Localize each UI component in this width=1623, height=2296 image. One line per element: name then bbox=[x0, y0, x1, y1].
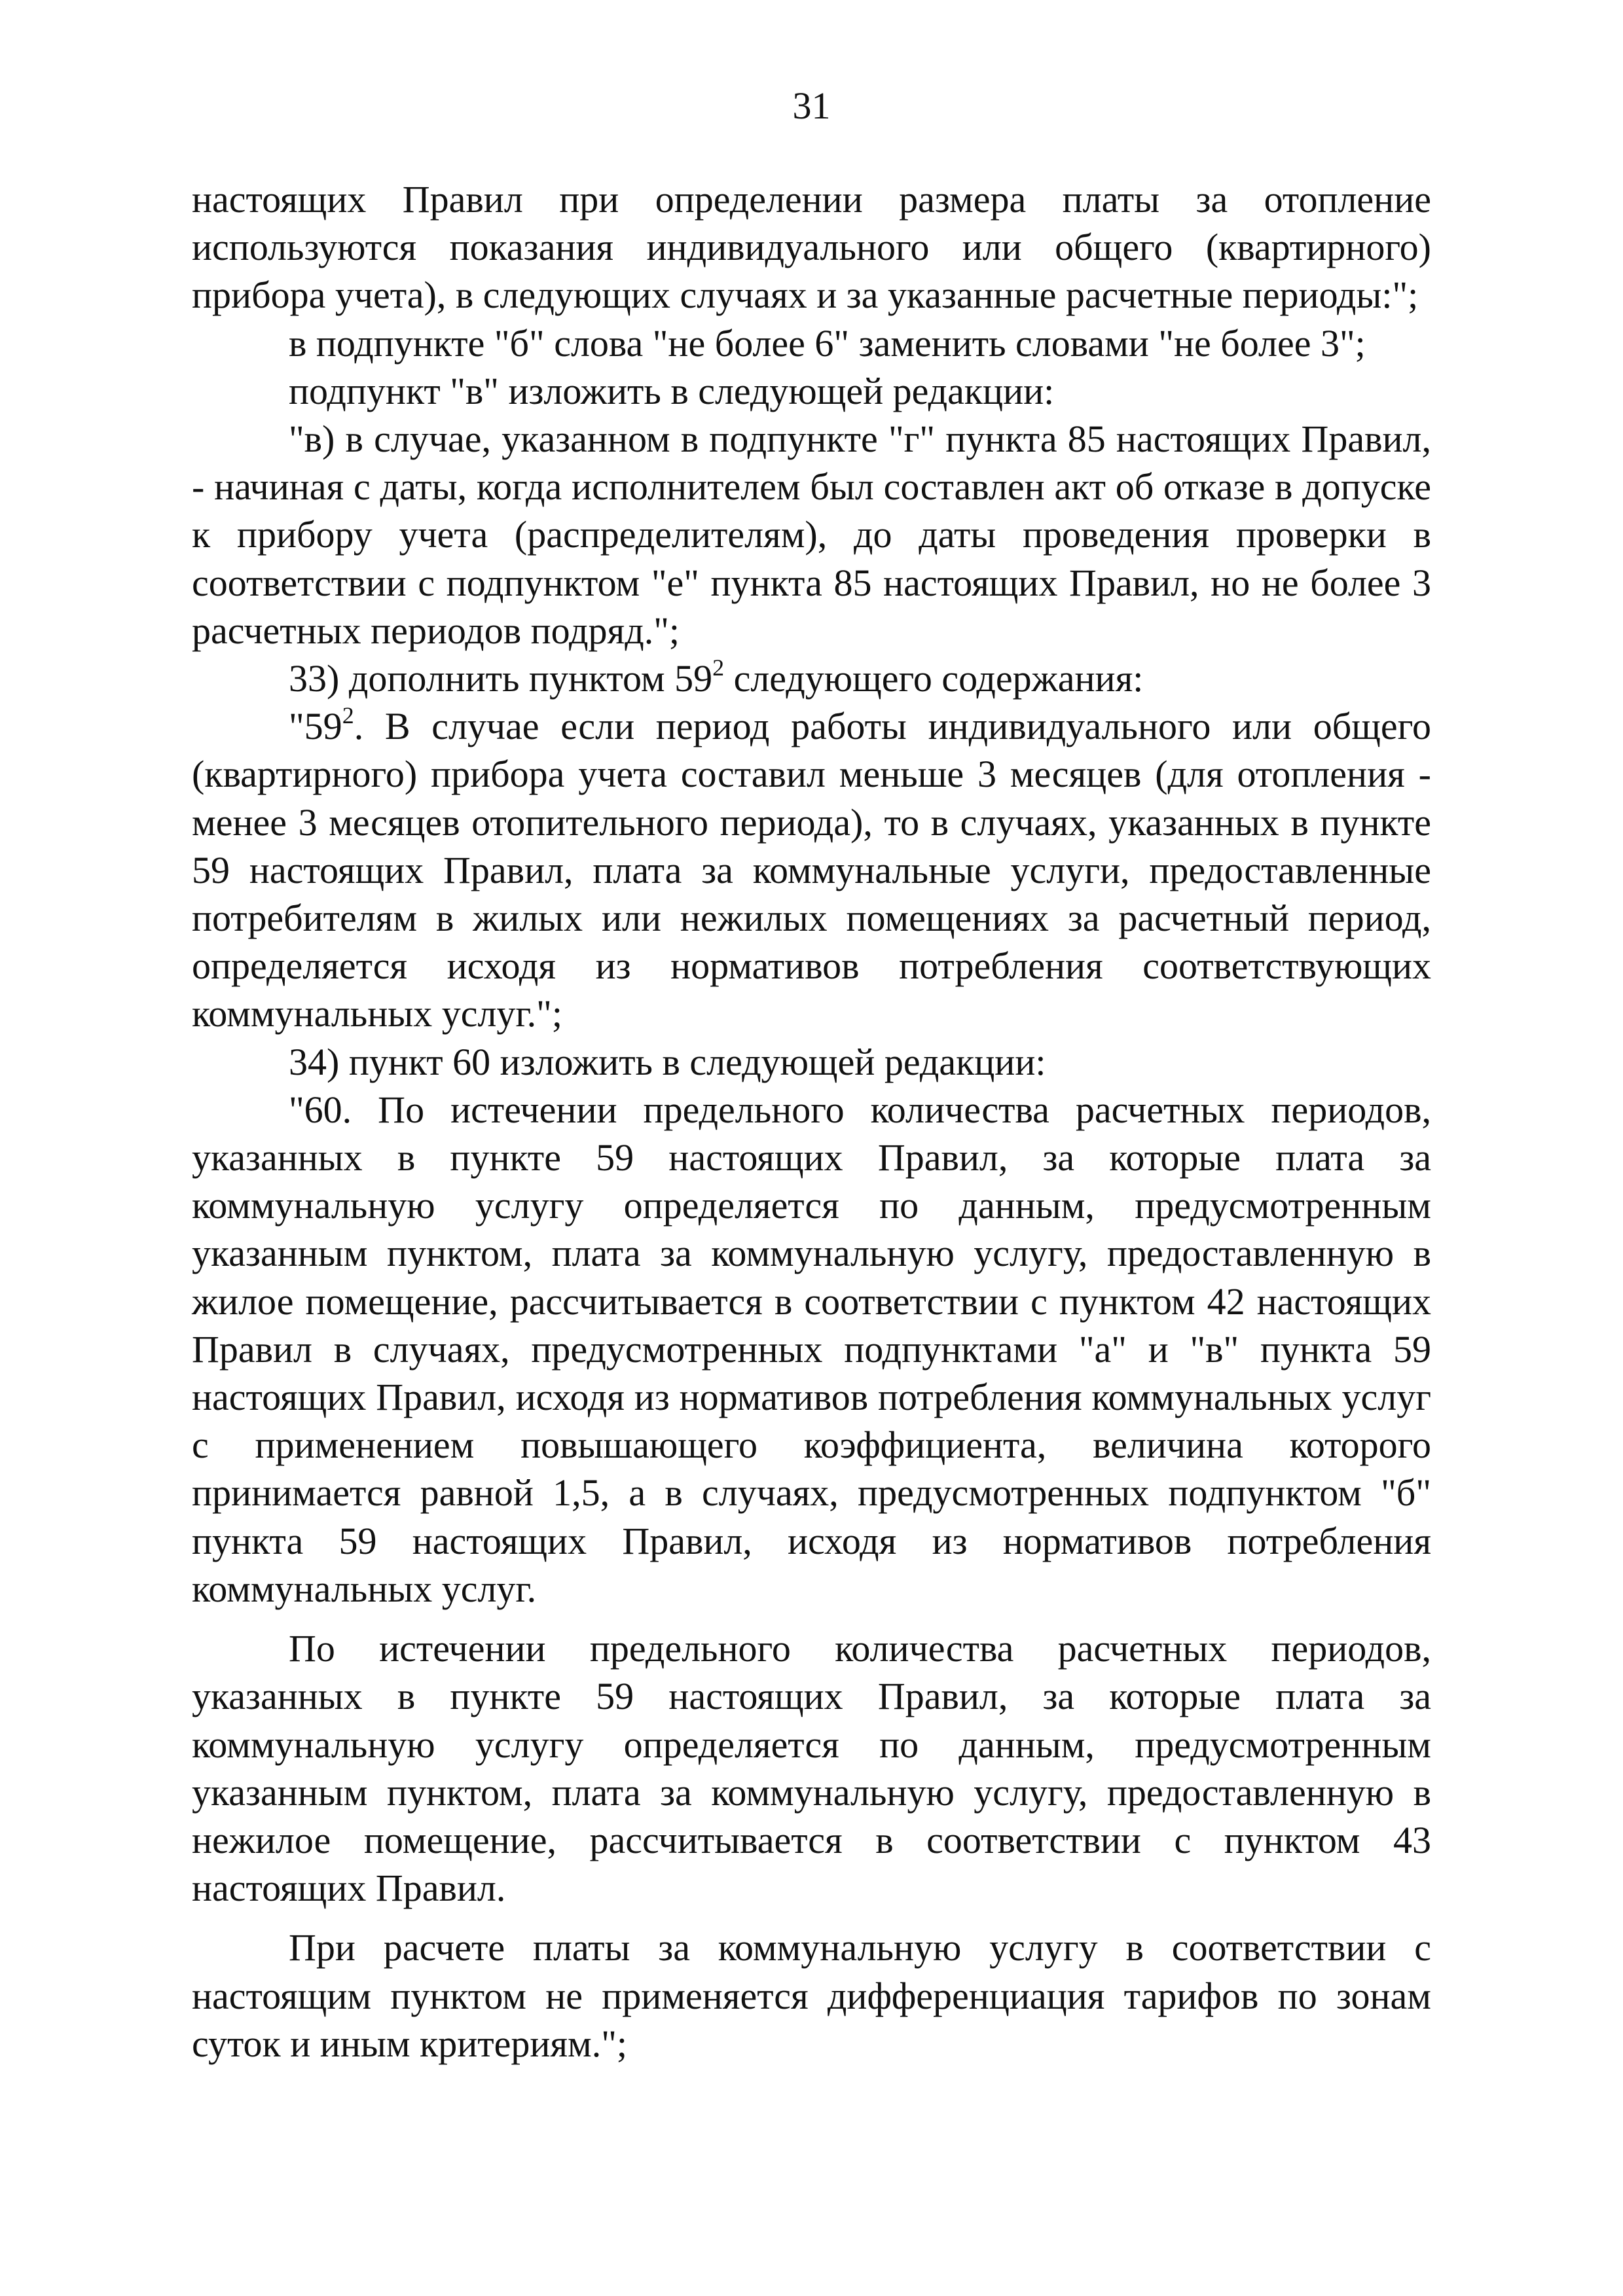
paragraph-item-34: 34) пункт 60 изложить в следующей редакции: bbox=[289, 1040, 1046, 1083]
paragraph-point-59-2 bbox=[192, 702, 1431, 1037]
document-body bbox=[192, 175, 1431, 2068]
point-59-2-superscript: 2 bbox=[342, 702, 354, 728]
paragraph-item-33 bbox=[192, 655, 1431, 702]
item-33-superscript: 2 bbox=[712, 654, 725, 681]
paragraph-point-60-nonresidential: По истечении предельного количества расчетных периодов, указанных в пункте 59 настоящих Правил, за которые плата за коммунальную услугу определяется по данным, предусмотренным указанным пунктом, плата за коммунальную услугу, предоставленную в нежилое помещение, рассчитывается в соответствии с пунктом 43 настоящих Правил. bbox=[192, 1627, 1431, 1910]
paragraph-subpoint-v-text: "в) в случае, указанном в подпункте "г" пункта 85 настоящих Правил, - начиная с даты, когда исполнителем был составлен акт об отказе в допуске к прибору учета (распределителям), до даты проведения проверки в соответствии с подпунктом "е" пункта 85 настоящих Правил, но не более 3 расчетных периодов подряд."; bbox=[192, 418, 1431, 652]
page-number: 31 bbox=[792, 84, 831, 127]
paragraph-point-60-tariffs: При расчете платы за коммунальную услугу в соответствии с настоящим пунктом не применяется дифференциация тарифов по зонам суток и иным критериям."; bbox=[192, 1926, 1431, 2065]
paragraph-subpoint-v-intro: подпункт "в" изложить в следующей редакции: bbox=[289, 369, 1055, 412]
item-33-text: 33) дополнить пунктом 59 bbox=[289, 657, 713, 700]
paragraph-point-60: "60. По истечении предельного количества расчетных периодов, указанных в пункте 59 настоящих Правил, за которые плата за коммунальную услугу определяется по данным, предусмотренным указанным пунктом, плата за коммунальную услугу, предоставленную в жилое помещение, рассчитывается в соответствии с пунктом 42 настоящих Правил в случаях, предусмотренных подпунктами "а" и "в" пункта 59 настоящих Правил, исходя из нормативов потребления коммунальных услуг с применением повышающего коэффициента, величина которого принимается равной 1,5, а в случаях, предусмотренных подпунктом "б" пункта 59 настоящих Правил, исходя из нормативов потребления коммунальных услуг. bbox=[192, 1088, 1431, 1610]
point-59-2-number: "59 bbox=[289, 705, 342, 748]
paragraph-subpoint-b: в подпункте "б" слова "не более 6" заменить словами "не более 3"; bbox=[289, 321, 1366, 365]
item-33-text-end: следующего содержания: bbox=[724, 657, 1144, 700]
point-59-2-text: . В случае если период работы индивидуального или общего (квартирного) прибора учета составил меньше 3 месяцев (для отопления - менее 3 месяцев отопительного периода), то в случаях, указанных в пункте 59 настоящих Правил, плата за коммунальные услуги, предоставленные потребителям в жилых или нежилых помещениях за расчетный период, определяется исходя из нормативов потребления соответствующих коммунальных услуг."; bbox=[192, 705, 1431, 1035]
paragraph-continuation: настоящих Правил при определении размера платы за отопление используются показания индивидуального или общего (квартирного) прибора учета), в следующих случаях и за указанные расчетные периоды:"; bbox=[192, 178, 1431, 317]
